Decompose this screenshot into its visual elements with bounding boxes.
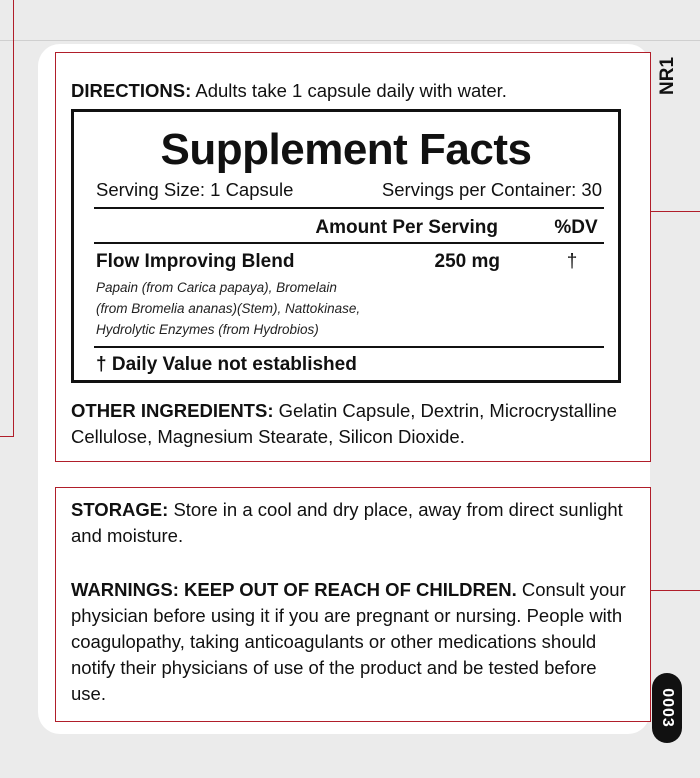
left-cut-tick: [0, 436, 14, 437]
other-ingredients-label: OTHER INGREDIENTS:: [71, 400, 274, 421]
blend-dv: †: [566, 251, 578, 272]
blend-description: [96, 277, 416, 340]
warnings-label: WARNINGS: KEEP OUT OF REACH OF CHILDREN.: [71, 579, 517, 600]
dv-header: %DV: [554, 217, 598, 238]
right-cut-tick-top: [650, 211, 700, 212]
storage-text: [71, 497, 636, 549]
facts-divider-3: [94, 346, 604, 348]
amount-per-serving-header: Amount Per Serving: [315, 217, 498, 238]
storage-label: STORAGE:: [71, 499, 169, 520]
warnings-body: Consult your physician before using it if you are pregnant or nursing. People with coagulopathy, taking anticoagulants or other medications should notify their physicians of use of the product and be tested before use.: [71, 579, 626, 704]
servings-per-container: Servings per Container: 30: [381, 179, 602, 200]
serving-row: [96, 178, 602, 202]
supplement-facts-panel: [71, 109, 621, 383]
lot-code-text: 0003: [659, 688, 676, 728]
blend-amount: 250 mg: [434, 251, 500, 272]
serving-size: Serving Size: 1 Capsule: [96, 179, 294, 200]
warnings-text: [71, 577, 636, 707]
right-cut-tick-bottom: [650, 590, 700, 591]
label-top-edge: [0, 0, 700, 41]
side-code-label: NR1: [657, 56, 678, 95]
directions-text: [71, 78, 631, 104]
facts-divider-1: [94, 207, 604, 209]
blend-name: Flow Improving Blend: [96, 251, 295, 272]
blend-description-line: Papain (from Carica papaya), Bromelain: [96, 280, 337, 295]
directions-label: DIRECTIONS:: [71, 80, 192, 101]
other-ingredients-text: [71, 398, 636, 450]
daily-value-footnote: † Daily Value not established: [96, 354, 357, 375]
storage-body: Store in a cool and dry place, away from direct sunlight and moisture.: [71, 499, 623, 546]
blend-description-line: (from Bromelia ananas)(Stem), Nattokinase,: [96, 301, 361, 316]
other-ingredients-body: Gelatin Capsule, Dextrin, Microcrystalline Cellulose, Magnesium Stearate, Silicon Dioxide.: [71, 400, 617, 447]
blend-description-line: Hydrolytic Enzymes (from Hydrobios): [96, 322, 319, 337]
left-cut-line: [13, 0, 14, 436]
supplement-facts-title: Supplement Facts: [160, 125, 532, 174]
directions-body: Adults take 1 capsule daily with water.: [191, 80, 507, 101]
facts-divider-2: [94, 242, 604, 244]
